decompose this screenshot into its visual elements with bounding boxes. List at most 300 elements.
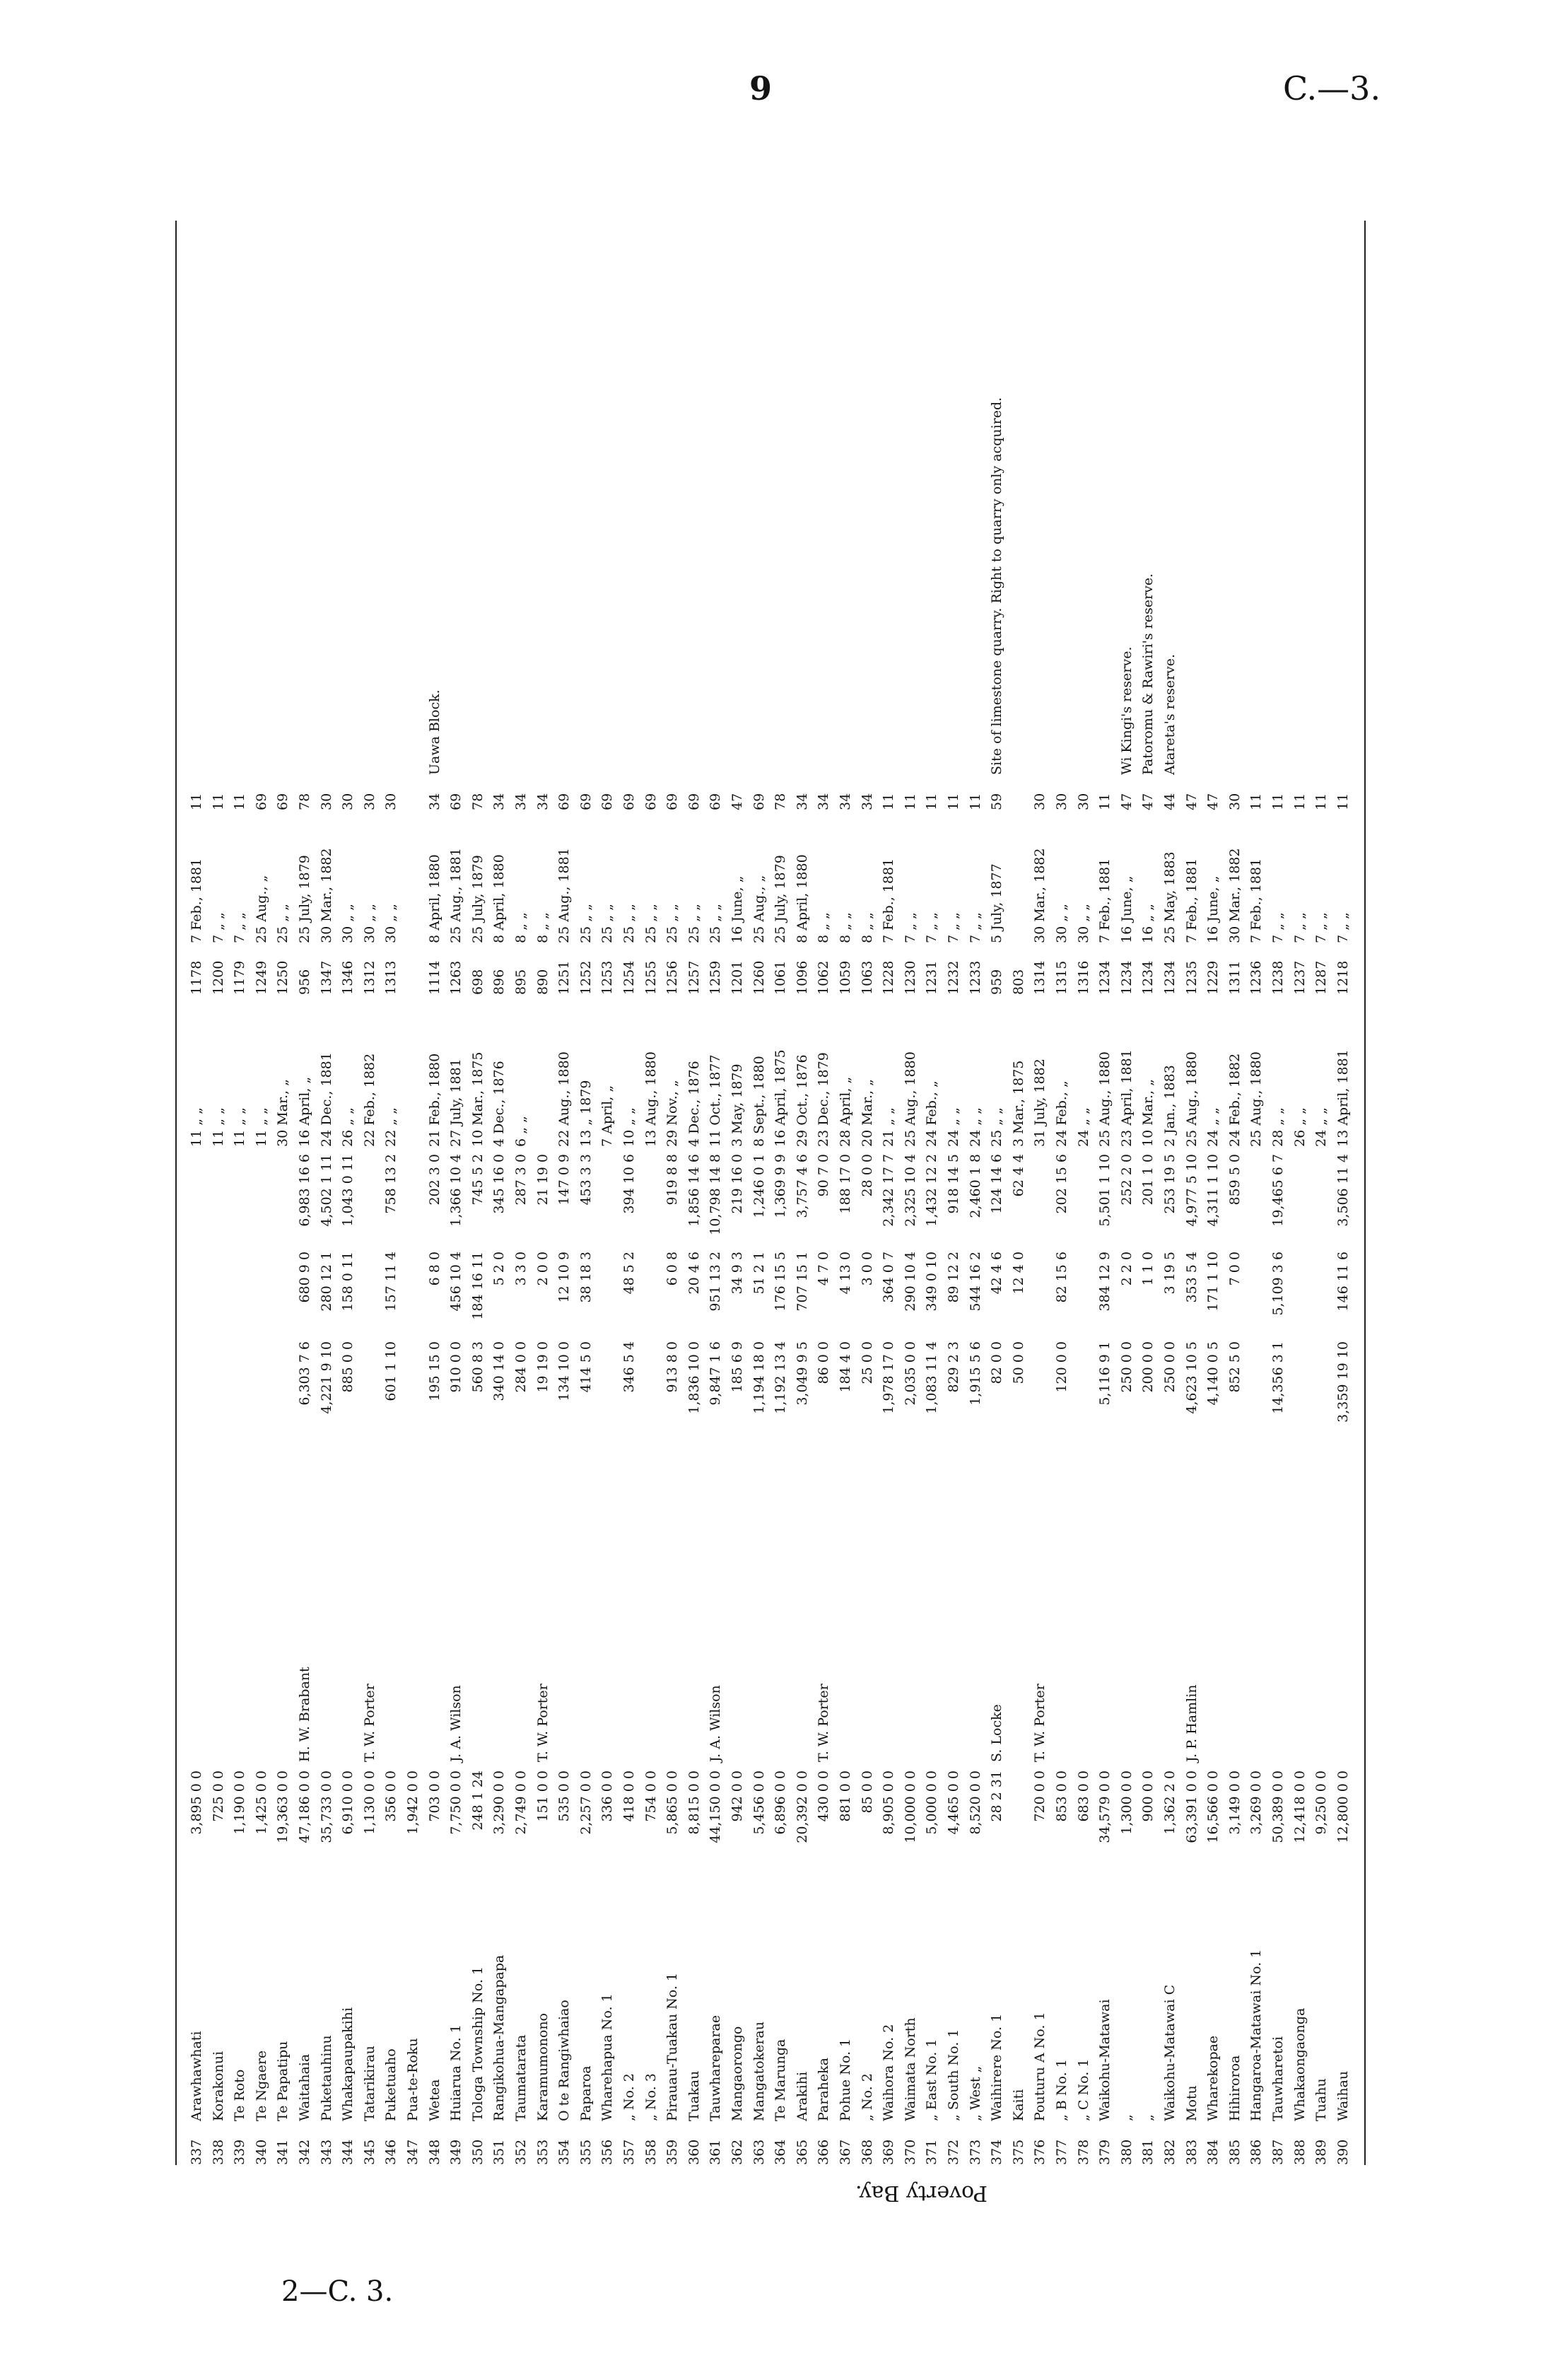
cell-area: 703 0 0 (426, 1771, 443, 1822)
cell-cost: 852 5 0 (1226, 1341, 1243, 1393)
cell-lab: J. A. Wilson (708, 1685, 724, 1762)
cell-name: Waitahaia (297, 2053, 312, 2121)
cell-plan: 1096 (794, 960, 810, 995)
cell-lab: S. Locke (989, 1704, 1005, 1762)
cell-no: 371 (924, 2139, 940, 2165)
cell-no: 351 (491, 2139, 508, 2165)
cell-plan: 1255 (643, 960, 659, 995)
cell-lab: H. W. Brabant (297, 1667, 312, 1762)
cell-fol: 69 (621, 793, 637, 810)
cell-reg: 25 „ „ (578, 904, 594, 943)
cell-cost: 1,978 17 0 (881, 1341, 897, 1414)
cell-paid: 3 3 0 (513, 1252, 529, 1286)
cell-plan: 1259 (708, 960, 724, 995)
cell-reg: 30 „ „ (383, 904, 399, 943)
cell-no: 356 (599, 2139, 616, 2165)
cell-ord: 25 Aug., 1880 (902, 1051, 918, 1147)
cell-cost: 120 0 0 (1054, 1341, 1069, 1393)
cell-reg: 7 „ „ (902, 912, 918, 943)
cell-paid: 2 0 0 (534, 1252, 551, 1286)
cell-paid: 42 4 6 (989, 1252, 1005, 1295)
cell-bal: 90 7 0 (816, 1154, 832, 1197)
cell-cost: 14,356 3 1 (1270, 1341, 1286, 1414)
cell-fol: 78 (773, 793, 789, 810)
cell-ord: 22 Aug., 1880 (556, 1051, 573, 1147)
cell-fol: 11 (946, 793, 961, 810)
cell-name: Taumatarata (513, 2034, 529, 2121)
cell-fol: 47 (729, 793, 745, 810)
cell-fol: 11 (1248, 793, 1265, 810)
cell-area: 754 0 0 (643, 1771, 659, 1822)
cell-bal: 124 14 6 (989, 1154, 1005, 1214)
cell-no: 348 (426, 2139, 443, 2165)
cell-area: 50,389 0 0 (1270, 1771, 1286, 1843)
cell-fol: 34 (838, 793, 853, 810)
cell-area: 28 2 31 (989, 1771, 1005, 1822)
cell-name: Mangatokerau (751, 2022, 767, 2121)
cell-reg: 30 „ „ (1054, 904, 1069, 943)
cell-no: 375 (1010, 2139, 1026, 2165)
cell-no: 389 (1313, 2139, 1330, 2165)
cell-paid: 280 12 1 (318, 1252, 334, 1312)
cell-no: 365 (794, 2139, 810, 2165)
cell-cost: 1,192 13 4 (773, 1341, 789, 1414)
cell-plan: 1313 (383, 960, 399, 995)
cell-reg: 25 „ „ (621, 904, 637, 943)
cell-name: Whakaongaonga (1291, 2007, 1308, 2121)
cell-paid: 48 5 2 (621, 1252, 637, 1295)
cell-name: Pirauau-Tuakau No. 1 (664, 1972, 681, 2121)
rotated-table (170, 199, 1385, 2165)
cell-ord: 21 „ „ (881, 1107, 897, 1147)
cell-name: Te Papatipu (275, 2041, 291, 2121)
cell-plan: 1234 (1118, 960, 1135, 995)
cell-area: 35,733 0 0 (318, 1771, 334, 1843)
cell-name: Waihirere No. 1 (989, 2013, 1005, 2121)
cell-fol: 34 (816, 793, 832, 810)
cell-reg: 30 Mar., 1882 (318, 848, 334, 943)
cell-no: 385 (1226, 2139, 1243, 2165)
cell-paid: 12 10 9 (556, 1252, 573, 1303)
cell-paid: 146 11 6 (1335, 1252, 1351, 1312)
cell-no: 387 (1270, 2139, 1286, 2165)
cell-no: 352 (513, 2139, 529, 2165)
cell-plan: 803 (1010, 969, 1026, 995)
cell-area: 1,300 0 0 (1118, 1771, 1135, 1835)
cell-reg: 8 „ „ (859, 912, 875, 943)
cell-ord: 3 Mar., 1875 (1010, 1060, 1026, 1147)
cell-area: 7,750 0 0 (448, 1771, 464, 1835)
cell-no: 362 (729, 2139, 745, 2165)
cell-ord: 11 „ „ (232, 1107, 248, 1147)
cell-fol: 69 (664, 793, 681, 810)
cell-no: 369 (881, 2139, 897, 2165)
cell-bal: 253 19 5 (1162, 1154, 1178, 1214)
cell-paid: 364 0 7 (881, 1252, 897, 1303)
cell-paid: 2 2 0 (1118, 1252, 1135, 1286)
cell-paid: 5,109 3 6 (1270, 1252, 1286, 1316)
cell-no: 383 (1183, 2139, 1200, 2165)
cell-bal: 10,798 14 8 (708, 1154, 724, 1235)
cell-name: Karamumonono (534, 2013, 551, 2121)
cell-no: 355 (578, 2139, 594, 2165)
cell-name: Waihora No. 2 (881, 2024, 897, 2121)
cell-area: 4,465 0 0 (946, 1771, 961, 1835)
cell-area: 47,186 0 0 (297, 1771, 312, 1843)
cell-fol: 11 (1270, 793, 1286, 810)
cell-cost: 829 2 3 (946, 1341, 961, 1393)
cell-bal: 2,325 10 4 (902, 1154, 918, 1227)
cell-no: 339 (232, 2139, 248, 2165)
cell-reg: 7 Feb., 1881 (1183, 858, 1200, 943)
cell-area: 3,269 0 0 (1248, 1771, 1265, 1835)
cell-ord: 24 Dec., 1881 (318, 1052, 334, 1147)
cell-no: 350 (469, 2139, 486, 2165)
cell-plan: 1218 (1335, 960, 1351, 995)
cell-ord: 25 „ „ (989, 1107, 1005, 1147)
cell-bal: 201 1 0 (1140, 1154, 1156, 1206)
cell-plan: 1250 (275, 960, 291, 995)
cell-plan: 1200 (210, 960, 226, 995)
cell-plan: 1201 (729, 960, 745, 995)
cell-area: 248 1 24 (469, 1771, 486, 1831)
cell-ord: 13 Aug., 1880 (643, 1051, 659, 1147)
cell-plan: 1254 (621, 960, 637, 995)
cell-no: 338 (210, 2139, 226, 2165)
cell-reg: 25 Aug., 1881 (556, 848, 573, 943)
cell-plan: 1229 (1205, 960, 1221, 995)
cell-reg: 8 „ „ (513, 912, 529, 943)
cell-paid: 5 2 0 (491, 1252, 508, 1286)
cell-cost: 250 0 0 (1118, 1341, 1135, 1393)
cell-no: 337 (189, 2139, 204, 2165)
cell-paid: 38 18 3 (578, 1252, 594, 1303)
page-reference: C.—3. (1283, 69, 1381, 107)
cell-cost: 134 10 0 (556, 1341, 573, 1401)
cell-reg: 7 „ „ (1335, 912, 1351, 943)
cell-cost: 3,049 9 5 (794, 1341, 810, 1406)
cell-fol: 59 (989, 793, 1005, 810)
cell-lab: T. W. Porter (1032, 1684, 1048, 1762)
cell-bal: 1,246 0 1 (751, 1154, 767, 1218)
cell-plan: 698 (469, 969, 486, 995)
cell-paid: 353 5 4 (1183, 1252, 1200, 1303)
cell-name: Wharekopae (1205, 2035, 1221, 2121)
cell-ord: 13 April, 1881 (1335, 1049, 1351, 1147)
cell-name: Mangaorongo (729, 2026, 745, 2121)
cell-paid: 707 15 1 (794, 1252, 810, 1312)
cell-paid: 349 0 10 (924, 1252, 940, 1312)
cell-ord: 10 Mar., 1875 (469, 1051, 486, 1147)
cell-no: 388 (1291, 2139, 1308, 2165)
cell-plan: 890 (534, 969, 551, 995)
cell-bal: 3,757 4 6 (794, 1154, 810, 1218)
cell-area: 418 0 0 (621, 1771, 637, 1822)
cell-area: 34,579 0 0 (1097, 1771, 1113, 1843)
cell-cost: 414 5 0 (578, 1341, 594, 1393)
cell-bal: 394 10 6 (621, 1154, 637, 1214)
cell-fol: 47 (1140, 793, 1156, 810)
cell-no: 381 (1140, 2139, 1156, 2165)
cell-no: 353 (534, 2139, 551, 2165)
cell-area: 2,257 0 0 (578, 1771, 594, 1835)
cell-fol: 34 (534, 793, 551, 810)
cell-paid: 544 16 2 (967, 1252, 983, 1312)
cell-area: 853 0 0 (1054, 1771, 1069, 1822)
cell-cost: 885 0 0 (340, 1341, 356, 1393)
cell-fol: 69 (578, 793, 594, 810)
cell-plan: 1228 (881, 960, 897, 995)
cell-reg: 7 „ „ (946, 912, 961, 943)
cell-reg: 7 Feb., 1881 (881, 858, 897, 943)
cell-name: Korakonui (210, 2051, 226, 2121)
cell-fol: 11 (1097, 793, 1113, 810)
cell-reg: 25 „ „ (686, 904, 702, 943)
cell-ord: 23 April, 1881 (1118, 1049, 1135, 1147)
cell-reg: 16 June, „ (729, 875, 745, 943)
cell-name: Wharehapua No. 1 (599, 1993, 616, 2121)
cell-fol: 34 (426, 793, 443, 810)
cell-ord: 4 Dec., 1876 (686, 1061, 702, 1147)
cell-paid: 3 19 5 (1162, 1252, 1178, 1295)
cell-bal: 2,460 1 8 (967, 1154, 983, 1218)
cell-bal: 918 14 5 (946, 1154, 961, 1214)
cell-cost: 1,915 5 6 (967, 1341, 983, 1406)
cell-ord: 16 April, 1875 (773, 1049, 789, 1147)
cell-cost: 195 15 0 (426, 1341, 443, 1401)
cell-fol: 78 (297, 793, 312, 810)
cell-reg: 25 „ „ (708, 904, 724, 943)
cell-bal: 219 16 0 (729, 1154, 745, 1214)
cell-no: 363 (751, 2139, 767, 2165)
cell-plan: 1238 (1270, 960, 1286, 995)
cell-plan: 956 (297, 969, 312, 995)
cell-fol: 30 (1226, 793, 1243, 810)
cell-area: 16,566 0 0 (1205, 1771, 1221, 1843)
cell-plan: 1253 (599, 960, 616, 995)
cell-lab: J. P. Hamlin (1183, 1684, 1200, 1762)
cell-area: 1,130 0 0 (361, 1771, 377, 1835)
cell-ord: 22 Feb., 1882 (361, 1053, 377, 1147)
cell-cost: 250 0 0 (1162, 1341, 1178, 1393)
cell-area: 19,363 0 0 (275, 1771, 291, 1843)
cell-ord: 24 „ „ (1075, 1107, 1091, 1147)
cell-bal: 859 5 0 (1226, 1154, 1243, 1206)
cell-no: 379 (1097, 2139, 1113, 2165)
cell-ord: 8 Sept., 1880 (751, 1056, 767, 1147)
cell-no: 347 (405, 2139, 421, 2165)
cell-bal: 252 2 0 (1118, 1154, 1135, 1206)
cell-area: 6,910 0 0 (340, 1771, 356, 1835)
cell-ord: 29 Nov., „ (664, 1080, 681, 1147)
cell-reg: 30 „ „ (340, 904, 356, 943)
cell-cost: 340 14 0 (491, 1341, 508, 1401)
cell-area: 20,392 0 0 (794, 1771, 810, 1843)
cell-name: „ (1140, 2114, 1156, 2121)
cell-reg: 7 „ „ (924, 912, 940, 943)
cell-cost: 3,359 19 10 (1335, 1341, 1351, 1423)
cell-plan: 1257 (686, 960, 702, 995)
cell-lab: T. W. Porter (534, 1684, 551, 1762)
cell-no: 358 (643, 2139, 659, 2165)
cell-reg: 5 July, 1877 (989, 863, 1005, 943)
cell-area: 12,418 0 0 (1291, 1771, 1308, 1843)
cell-area: 85 0 0 (859, 1771, 875, 1814)
cell-ord: 28 April, „ (838, 1076, 853, 1147)
cell-fol: 11 (967, 793, 983, 810)
cell-no: 357 (621, 2139, 637, 2165)
cell-cost: 284 0 0 (513, 1341, 529, 1393)
cell-no: 341 (275, 2139, 291, 2165)
cell-area: 1,190 0 0 (232, 1771, 248, 1835)
cell-fol: 11 (881, 793, 897, 810)
cell-bal: 188 17 0 (838, 1154, 853, 1214)
cell-area: 8,520 0 0 (967, 1771, 983, 1835)
cell-reg: 25 „ „ (599, 904, 616, 943)
cell-bal: 1,366 10 4 (448, 1154, 464, 1227)
cell-name: Te Roto (232, 2069, 248, 2121)
cell-paid: 12 4 0 (1010, 1252, 1026, 1295)
cell-plan: 1114 (426, 960, 443, 995)
cell-name: „ (1118, 2114, 1135, 2121)
cell-cost: 19 19 0 (534, 1341, 551, 1393)
cell-cost: 200 0 0 (1140, 1341, 1156, 1393)
table-rule-bottom (1364, 221, 1366, 2165)
cell-area: 1,425 0 0 (253, 1771, 269, 1835)
cell-bal: 1,432 12 2 (924, 1154, 940, 1227)
cell-ord: 23 Dec., 1879 (816, 1052, 832, 1147)
cell-reg: 7 „ „ (1313, 912, 1330, 943)
cell-bal: 147 0 9 (556, 1154, 573, 1206)
cell-ord: 3 May, 1879 (729, 1063, 745, 1147)
cell-name: Whakapaupakihi (340, 2007, 356, 2121)
cell-paid: 184 16 11 (469, 1252, 486, 1320)
cell-bal: 3,506 11 4 (1335, 1154, 1351, 1227)
cell-ord: 11 „ „ (253, 1107, 269, 1147)
cell-no: 366 (816, 2139, 832, 2165)
cell-ord: 25 Aug., 1880 (1248, 1051, 1265, 1147)
cell-reg: 8 „ „ (534, 912, 551, 943)
cell-fol: 69 (599, 793, 616, 810)
cell-cost: 560 8 3 (469, 1341, 486, 1393)
cell-ord: 11 Oct., 1877 (708, 1054, 724, 1147)
cell-paid: 7 0 0 (1226, 1252, 1243, 1286)
cell-bal: 4,977 5 10 (1183, 1154, 1200, 1227)
cell-no: 359 (664, 2139, 681, 2165)
cell-reg: 8 „ „ (816, 912, 832, 943)
cell-name: Tuakau (686, 2070, 702, 2121)
cell-plan: 896 (491, 969, 508, 995)
page-number: 9 (749, 69, 773, 107)
cell-reg: 25 Aug., „ (253, 875, 269, 943)
cell-ord: 20 Mar., „ (859, 1079, 875, 1147)
cell-no: 346 (383, 2139, 399, 2165)
cell-area: 3,149 0 0 (1226, 1771, 1243, 1835)
cell-reg: 25 July, 1879 (297, 855, 312, 943)
cell-rem: Atareta's reserve. (1162, 653, 1178, 775)
cell-plan: 1233 (967, 960, 983, 995)
cell-fol: 30 (1075, 793, 1091, 810)
cell-name: Rangikohua-Mangapapa (491, 1954, 508, 2121)
cell-area: 2,749 0 0 (513, 1771, 529, 1835)
cell-no: 354 (556, 2139, 573, 2165)
cell-reg: 7 Feb., 1881 (189, 858, 204, 943)
cell-fol: 34 (513, 793, 529, 810)
cell-plan: 1287 (1313, 960, 1330, 995)
cell-bal: 21 19 0 (534, 1154, 551, 1206)
cell-paid: 171 1 10 (1205, 1252, 1221, 1312)
cell-ord: 24 „ „ (946, 1107, 961, 1147)
cell-reg: 30 „ „ (1075, 904, 1091, 943)
cell-rem: Wi Kingi's reserve. (1118, 646, 1135, 775)
cell-paid: 951 13 2 (708, 1252, 724, 1312)
cell-reg: 25 „ „ (275, 904, 291, 943)
cell-fol: 11 (902, 793, 918, 810)
cell-no: 370 (902, 2139, 918, 2165)
cell-rem: Patoromu & Rawiri's reserve. (1140, 573, 1156, 775)
cell-no: 361 (708, 2139, 724, 2165)
cell-name: Paraheka (816, 2058, 832, 2121)
cell-cost: 913 8 0 (664, 1341, 681, 1393)
cell-fol: 30 (383, 793, 399, 810)
cell-ord: 24 „ „ (967, 1107, 983, 1147)
cell-ord: 16 April, „ (297, 1076, 312, 1147)
cell-fol: 30 (1032, 793, 1048, 810)
cell-no: 345 (361, 2139, 377, 2165)
cell-ord: 29 Oct., 1876 (794, 1054, 810, 1147)
cell-fol: 30 (361, 793, 377, 810)
cell-lab: J. A. Wilson (448, 1685, 464, 1762)
cell-paid: 20 4 6 (686, 1252, 702, 1295)
cell-fol: 30 (1054, 793, 1069, 810)
cell-name: Puketauhinu (318, 2035, 334, 2121)
cell-paid: 3 0 0 (859, 1252, 875, 1286)
cell-cost: 346 5 4 (621, 1341, 637, 1393)
cell-bal: 1,043 0 11 (340, 1154, 356, 1227)
cell-fol: 69 (448, 793, 464, 810)
cell-bal: 758 13 2 (383, 1154, 399, 1214)
cell-paid: 4 13 0 (838, 1252, 853, 1295)
cell-plan: 1059 (838, 960, 853, 995)
cell-fol: 44 (1162, 793, 1178, 810)
cell-no: 382 (1162, 2139, 1178, 2165)
cell-ord: 25 Aug., 1880 (1097, 1051, 1113, 1147)
cell-plan: 1234 (1140, 960, 1156, 995)
cell-name: Hihiroroa (1226, 2055, 1243, 2121)
cell-plan: 1232 (946, 960, 961, 995)
cell-fol: 11 (1291, 793, 1308, 810)
cell-cost: 185 6 9 (729, 1341, 745, 1393)
cell-area: 12,800 0 0 (1335, 1771, 1351, 1843)
cell-no: 376 (1032, 2139, 1048, 2165)
cell-plan: 1061 (773, 960, 789, 995)
cell-area: 942 0 0 (729, 1771, 745, 1822)
cell-reg: 25 July, 1879 (469, 855, 486, 943)
footer-signature: 2—C. 3. (281, 2275, 394, 2308)
cell-no: 377 (1054, 2139, 1069, 2165)
cell-fol: 69 (253, 793, 269, 810)
cell-no: 373 (967, 2139, 983, 2165)
cell-area: 3,895 0 0 (189, 1771, 204, 1835)
cell-plan: 1316 (1075, 960, 1091, 995)
cell-area: 6,896 0 0 (773, 1771, 789, 1835)
cell-no: 380 (1118, 2139, 1135, 2165)
cell-no: 372 (946, 2139, 961, 2165)
cell-area: 430 0 0 (816, 1771, 832, 1822)
cell-ord: 26 „ „ (340, 1107, 356, 1147)
cell-reg: 8 April, 1880 (794, 854, 810, 943)
cell-cost: 25 0 0 (859, 1341, 875, 1384)
